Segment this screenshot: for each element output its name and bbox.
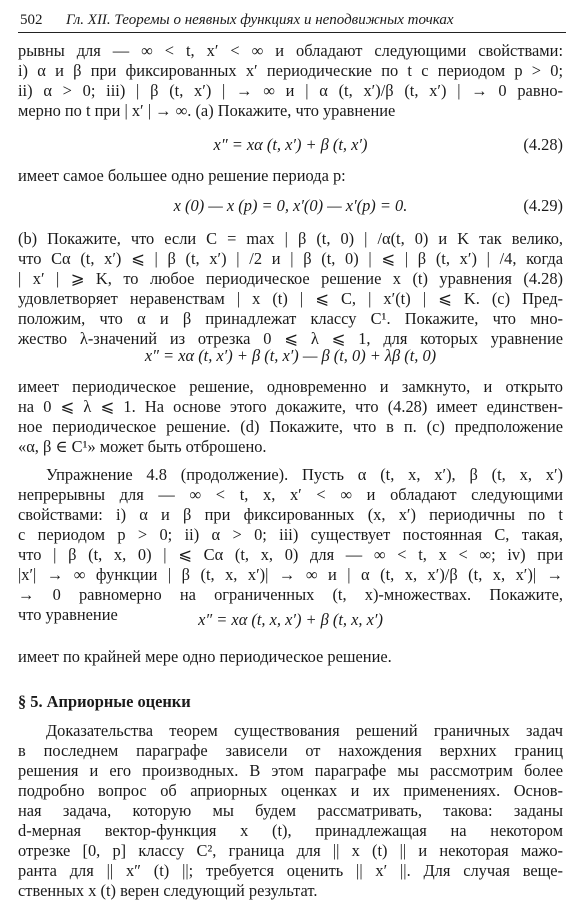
text-line: на 0 ⩽ λ ⩽ 1. На основе этого докажите, что (4.28) имеет единствен- [18, 397, 563, 416]
text-line: свойствами: i) α и β при фиксированных (x, x′) периодичны по t [18, 505, 563, 524]
running-head: Гл. XII. Теоремы о неявных функциях и неподвижных точках [66, 12, 454, 28]
text-line: с периодом p > 0; ii) α > 0; iii) существует постоянная C, такая, [18, 525, 563, 544]
text-line: ранта для || x″ (t) ||; требуется оценить || x′ ||. Для случая веще- [18, 861, 563, 880]
text-line: имеет по крайней мере одно периодическое решение. [18, 647, 392, 666]
text-line: |x′| → ∞ функции | β (t, x, x′)| → ∞ и | α (t, x, x′)/β (t, x, x′)| → [18, 565, 563, 584]
text-line: ное периодическое решение. (d) Покажите, что в п. (c) предположение [18, 417, 563, 436]
running-header [18, 10, 566, 33]
text-line: имеет периодическое решение, одновременно и замкнуто, и открыто [18, 377, 563, 396]
text-line: → 0 равномерно на ограниченных (t, x)-множествах. Покажите, [18, 585, 563, 604]
text-line: удовлетворяет неравенствам | x (t) | ⩽ C, | x′(t) | ⩽ K. (c) Пред- [18, 289, 563, 308]
text-line: рывны для — ∞ < t, x′ < ∞ и обладают следующими свойствами: [18, 41, 563, 60]
text-line: подробно вопрос об априорных оценках и их применениях. Основ- [18, 781, 563, 800]
text-line: непрерывны для — ∞ < t, x, x′ < ∞ и обладают следующими [18, 485, 563, 504]
text-line: жество λ-значений из отрезка 0 ⩽ λ ⩽ 1, для которых уравнение [18, 329, 563, 348]
text-line: d-мерная вектор-функция x (t), принадлежащая на некотором [18, 821, 563, 840]
equation-exercise-4-8: x″ = xα (t, x, x′) + β (t, x, x′) [198, 610, 383, 629]
page-number: 502 [20, 12, 43, 28]
text-line: ственных x (t) верен следующий результат. [18, 881, 318, 900]
text-line: «α, β ∈ C¹» может быть отброшено. [18, 437, 267, 456]
text-line: i) α и β при фиксированных x′ периодические по t с периодом p > 0; [18, 61, 563, 80]
text-line: что Cα (t, x′) ⩽ | β (t, x′) | /2 и | β (t, 0) | ⩽ | β (t, x′) | /4, когда [18, 249, 563, 268]
equation-4-28: x″ = xα (t, x′) + β (t, x′) [213, 135, 368, 154]
text-line: | x′ | ⩾ K, то любое периодическое решение x (t) уравнения (4.28) [18, 269, 563, 288]
equation-lambda: x″ = xα (t, x′) + β (t, x′) — β (t, 0) + λβ (t, 0) [144, 346, 437, 365]
text-line: мерно по t при | x′ | → ∞. (a) Покажите, что уравнение [18, 101, 396, 120]
section-title: § 5. Априорные оценки [18, 692, 191, 711]
text-line: что | β (t, x, 0) | ⩽ Cα (t, x, 0) для — ∞ < t, x < ∞; iv) при [18, 545, 563, 564]
exercise-title-line: Упражнение 4.8 (продолжение). Пусть α (t, x, x′), β (t, x, x′) [46, 465, 563, 484]
text-line: что уравнение [18, 605, 118, 624]
equation-4-29: x (0) — x (p) = 0, x′(0) — x′(p) = 0. [173, 196, 408, 215]
text-line: в последнем параграфе зависели от нахождения верхних границ [18, 741, 563, 760]
text-line: Доказательства теорем существования решений граничных задач [46, 721, 563, 740]
text-line: имеет самое большее одно решение периода p: [18, 166, 346, 185]
text-line: (b) Покажите, что если C = max | β (t, 0) | /α(t, 0) и K так велико, [18, 229, 563, 248]
text-line: положим, что α и β принадлежат классу C¹. Покажите, что мно- [18, 309, 563, 328]
text-line: ii) α > 0; iii) | β (t, x′) | → ∞ и | α (t, x′)/β (t, x′) | → 0 равно- [18, 81, 563, 100]
equation-number: (4.29) [523, 196, 563, 215]
equation-number: (4.28) [523, 135, 563, 154]
text-line: решения и его производных. В этом параграфе мы рассмотрим более [18, 761, 563, 780]
text-line: ная задача, которую мы будем рассматривать, такова: заданы [18, 801, 563, 820]
text-line: отрезке [0, p] классу C², граница для || x (t) || и некоторая мажо- [18, 841, 563, 860]
